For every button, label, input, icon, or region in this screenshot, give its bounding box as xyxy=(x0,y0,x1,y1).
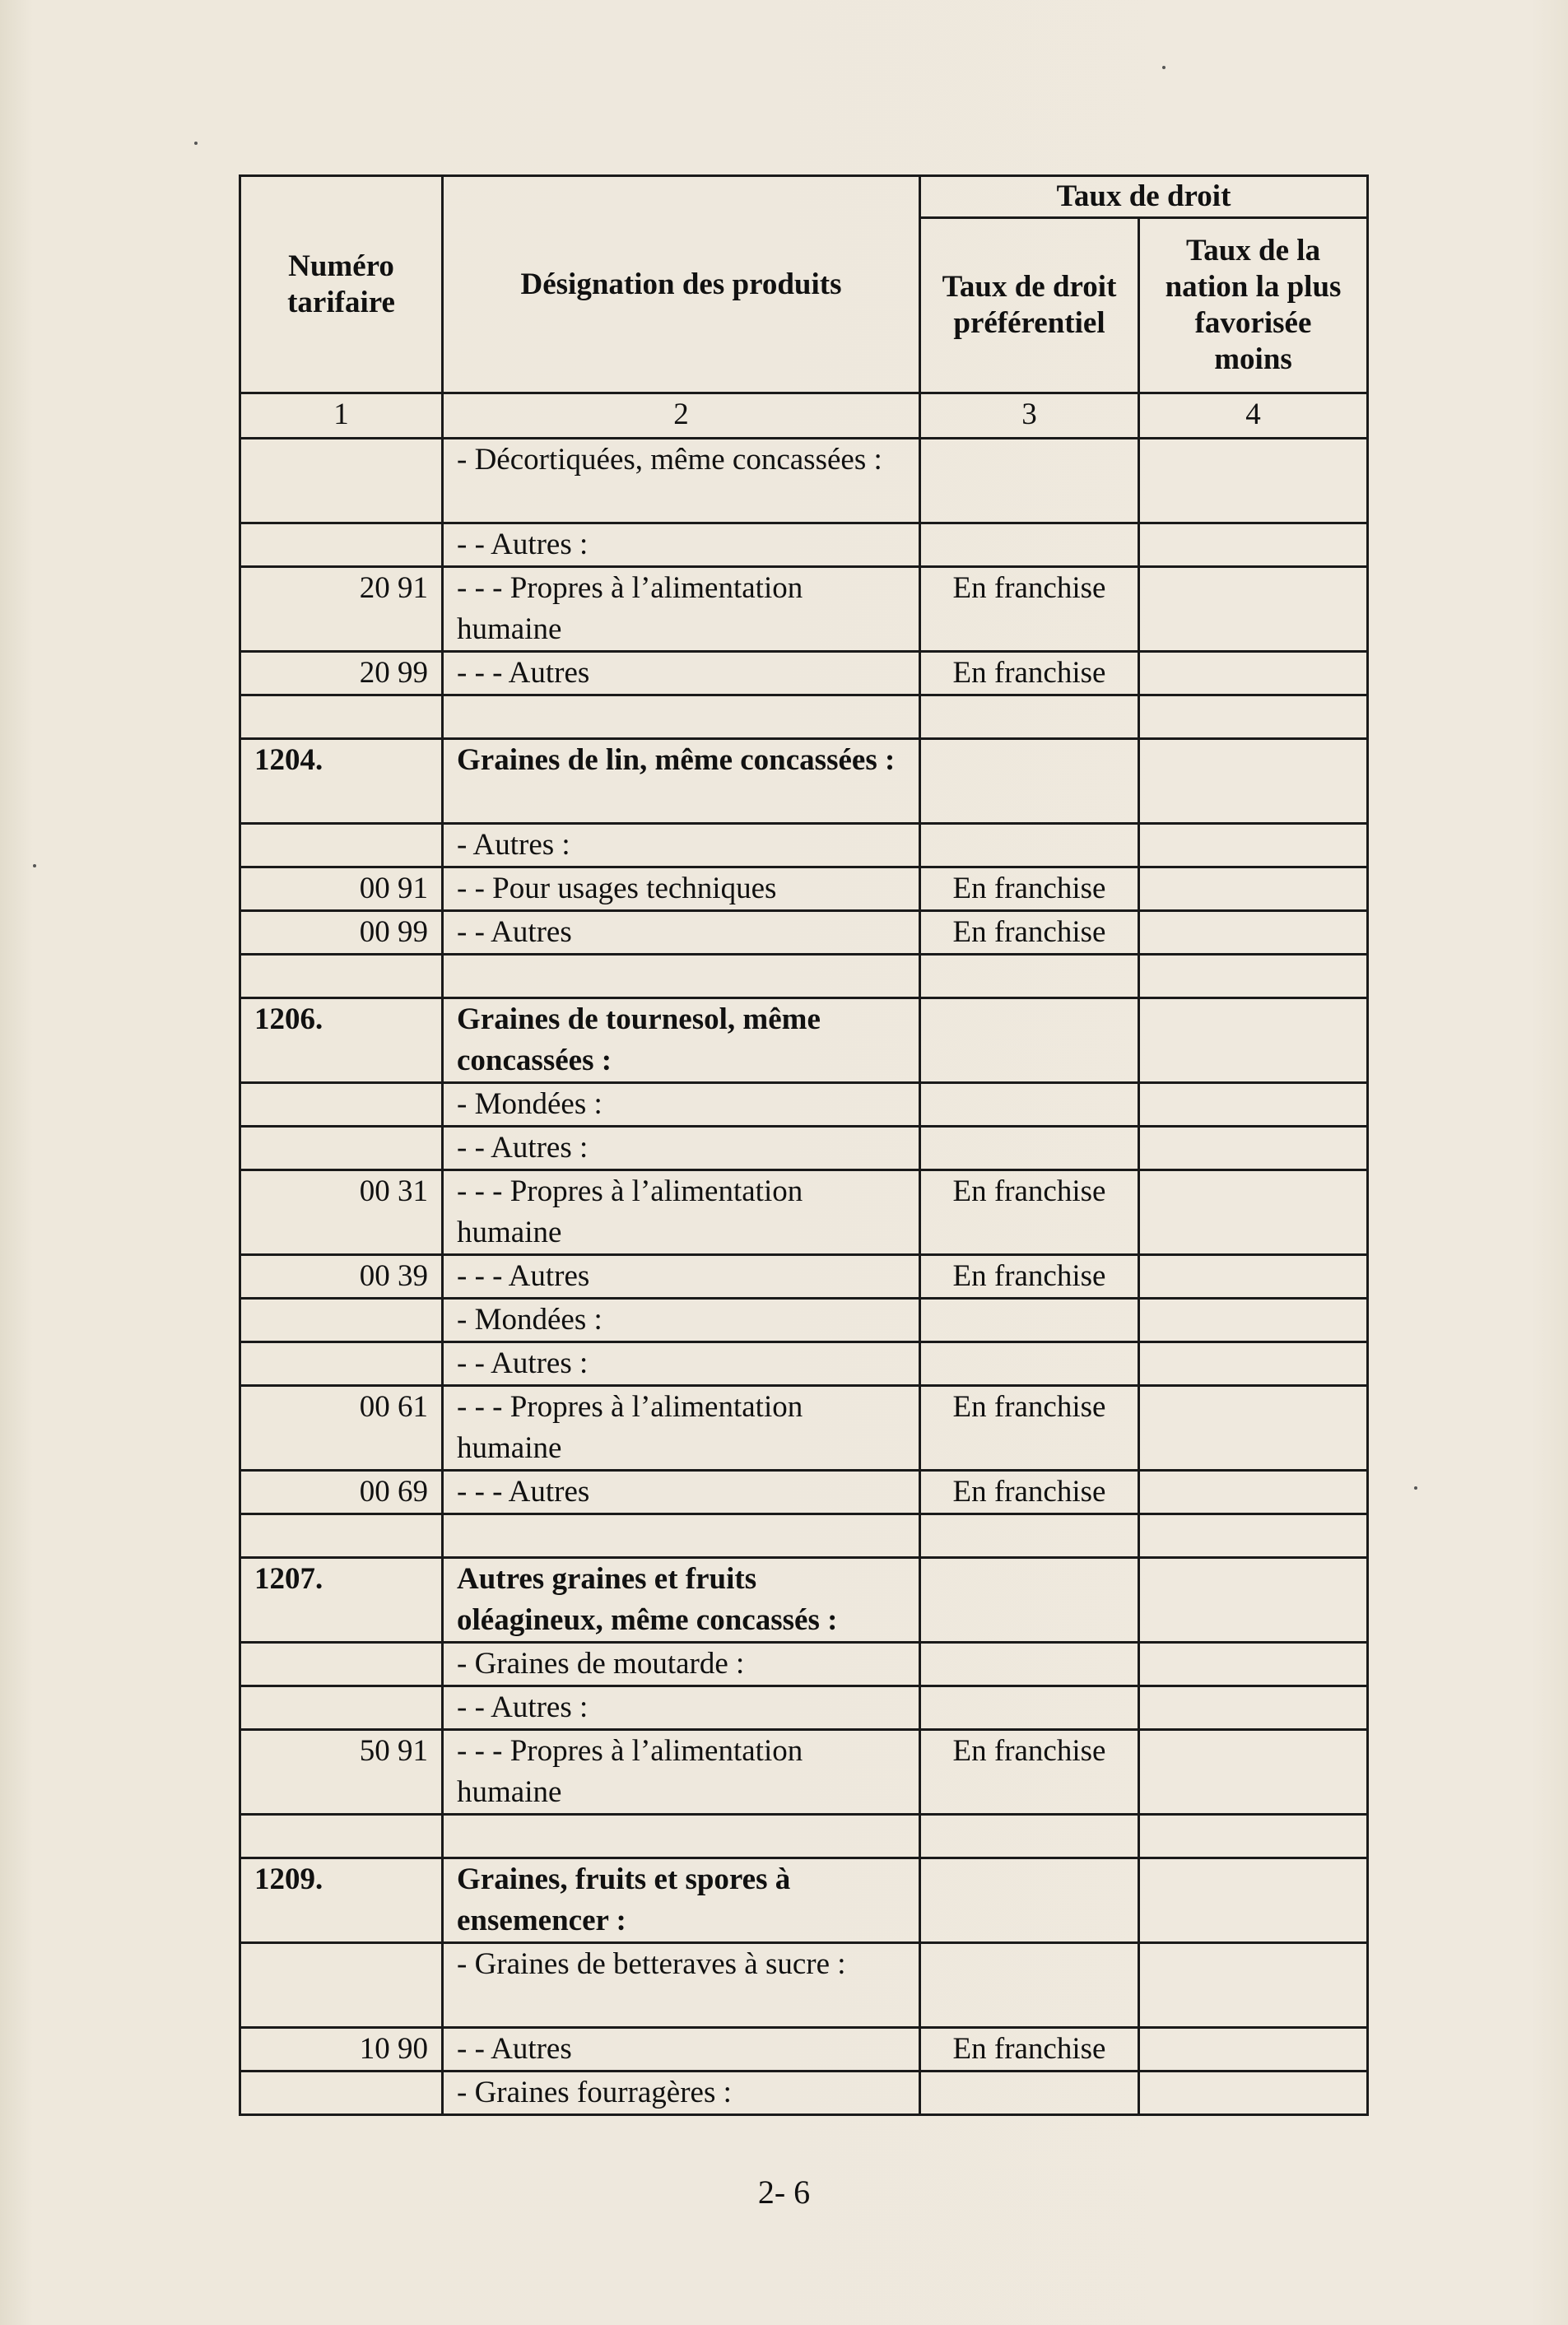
tariff-number-cell xyxy=(240,1514,443,1558)
preferential-rate-cell xyxy=(920,824,1139,867)
table-row xyxy=(240,523,1368,567)
preferential-rate-cell xyxy=(920,1943,1139,2028)
table-row xyxy=(240,2072,1368,2115)
table-row xyxy=(240,824,1368,867)
preferential-rate-cell xyxy=(920,1127,1139,1170)
tariff-number-cell xyxy=(240,439,443,523)
mfn-rate-cell xyxy=(1139,1170,1368,1255)
tariff-number-cell xyxy=(240,1943,443,2028)
table-row xyxy=(240,652,1368,695)
preferential-rate-cell xyxy=(920,1686,1139,1730)
preferential-rate-cell: En franchise xyxy=(920,867,1139,911)
product-designation-cell: - - Autres xyxy=(443,911,920,955)
mfn-rate-cell xyxy=(1139,1299,1368,1342)
mfn-rate-cell xyxy=(1139,1514,1368,1558)
product-designation-cell: - - - Propres à l’alimentation humaine xyxy=(443,1386,920,1471)
product-designation-cell: - Graines fourragères : xyxy=(443,2072,920,2115)
table-row xyxy=(240,1170,1368,1255)
table-row xyxy=(240,439,1368,523)
table-row xyxy=(240,1815,1368,1858)
preferential-rate-cell: En franchise xyxy=(920,2028,1139,2072)
dust-speck xyxy=(1414,1486,1417,1490)
preferential-rate-cell xyxy=(920,955,1139,998)
tariff-table xyxy=(239,174,1369,2116)
tariff-number-cell xyxy=(240,523,443,567)
tariff-number-cell xyxy=(240,1643,443,1686)
mfn-rate-cell xyxy=(1139,955,1368,998)
preferential-rate-cell xyxy=(920,2072,1139,2115)
table-row xyxy=(240,955,1368,998)
mfn-rate-cell xyxy=(1139,1127,1368,1170)
mfn-rate-cell xyxy=(1139,1858,1368,1943)
tariff-number-cell xyxy=(240,695,443,739)
table-row xyxy=(240,1858,1368,1943)
tariff-number-cell: 00 39 xyxy=(240,1255,443,1299)
mfn-rate-cell xyxy=(1139,567,1368,652)
preferential-rate-cell xyxy=(920,439,1139,523)
preferential-rate-cell xyxy=(920,739,1139,824)
product-designation-cell: - - Autres : xyxy=(443,1127,920,1170)
column-number: 1 xyxy=(240,393,443,439)
preferential-rate-cell xyxy=(920,1815,1139,1858)
mfn-rate-cell xyxy=(1139,739,1368,824)
mfn-rate-cell xyxy=(1139,695,1368,739)
preferential-rate-cell: En franchise xyxy=(920,652,1139,695)
product-designation-cell: - - - Autres xyxy=(443,1471,920,1514)
dust-speck xyxy=(194,142,198,145)
table-row xyxy=(240,911,1368,955)
product-designation-cell: Graines de lin, même concassées : xyxy=(443,739,920,824)
mfn-rate-cell xyxy=(1139,1815,1368,1858)
product-designation-cell: - - Autres xyxy=(443,2028,920,2072)
preferential-rate-cell xyxy=(920,1083,1139,1127)
mfn-rate-cell xyxy=(1139,523,1368,567)
mfn-rate-cell xyxy=(1139,652,1368,695)
tariff-number-cell xyxy=(240,1083,443,1127)
preferential-rate-cell xyxy=(920,523,1139,567)
tariff-number-cell xyxy=(240,1127,443,1170)
tariff-rows xyxy=(240,439,1368,2115)
mfn-rate-cell xyxy=(1139,1342,1368,1386)
preferential-rate-cell xyxy=(920,1342,1139,1386)
product-designation-cell: - - Autres : xyxy=(443,1686,920,1730)
mfn-rate-cell xyxy=(1139,1943,1368,2028)
product-designation-cell: Autres graines et fruits oléagineux, même concassés : xyxy=(443,1558,920,1643)
mfn-rate-cell xyxy=(1139,998,1368,1083)
table-row xyxy=(240,1386,1368,1471)
table-row xyxy=(240,739,1368,824)
tariff-number-cell: 00 69 xyxy=(240,1471,443,1514)
table-row xyxy=(240,1943,1368,2028)
tariff-number-cell xyxy=(240,955,443,998)
preferential-rate-cell: En franchise xyxy=(920,1730,1139,1815)
product-designation-cell: - - - Propres à l’alimentation humaine xyxy=(443,567,920,652)
tariff-number-cell: 50 91 xyxy=(240,1730,443,1815)
preferential-rate-cell: En franchise xyxy=(920,1471,1139,1514)
product-designation-cell: Graines de tournesol, même concassées : xyxy=(443,998,920,1083)
table-row xyxy=(240,1127,1368,1170)
tariff-number-cell: 1207. xyxy=(240,1558,443,1643)
table-row xyxy=(240,1558,1368,1643)
table-row xyxy=(240,695,1368,739)
preferential-rate-cell xyxy=(920,1643,1139,1686)
mfn-rate-cell xyxy=(1139,1643,1368,1686)
tariff-number-cell xyxy=(240,1299,443,1342)
tariff-number-cell: 1204. xyxy=(240,739,443,824)
table-row xyxy=(240,1083,1368,1127)
preferential-rate-cell xyxy=(920,1858,1139,1943)
mfn-rate-cell xyxy=(1139,1471,1368,1514)
table-row xyxy=(240,1730,1368,1815)
preferential-rate-cell xyxy=(920,1514,1139,1558)
product-designation-cell xyxy=(443,955,920,998)
mfn-rate-cell xyxy=(1139,1083,1368,1127)
mfn-rate-cell xyxy=(1139,867,1368,911)
tariff-number-cell: 20 91 xyxy=(240,567,443,652)
column-number: 2 xyxy=(443,393,920,439)
column-number: 4 xyxy=(1139,393,1368,439)
preferential-rate-cell xyxy=(920,998,1139,1083)
preferential-rate-cell: En franchise xyxy=(920,1386,1139,1471)
tariff-number-cell xyxy=(240,2072,443,2115)
tariff-number-cell: 00 99 xyxy=(240,911,443,955)
product-designation-cell: - - - Autres xyxy=(443,652,920,695)
product-designation-cell xyxy=(443,1815,920,1858)
product-designation-cell: - Autres : xyxy=(443,824,920,867)
tariff-number-cell: 00 31 xyxy=(240,1170,443,1255)
mfn-rate-cell xyxy=(1139,2028,1368,2072)
tariff-number-cell: 1206. xyxy=(240,998,443,1083)
product-designation-cell: - - Autres : xyxy=(443,523,920,567)
product-designation-cell: - - Autres : xyxy=(443,1342,920,1386)
preferential-rate-cell: En franchise xyxy=(920,567,1139,652)
tariff-number-cell xyxy=(240,1815,443,1858)
preferential-rate-cell xyxy=(920,695,1139,739)
page-number: 2- 6 xyxy=(757,2174,811,2211)
table-row xyxy=(240,1471,1368,1514)
header-rate-group: Taux de droit xyxy=(920,176,1368,218)
table-row xyxy=(240,1643,1368,1686)
product-designation-cell: - Graines de moutarde : xyxy=(443,1643,920,1686)
mfn-rate-cell xyxy=(1139,2072,1368,2115)
product-designation-cell xyxy=(443,1514,920,1558)
product-designation-cell: - Mondées : xyxy=(443,1083,920,1127)
header-tariff-number: Numéro tarifaire xyxy=(240,176,443,393)
table-row xyxy=(240,1342,1368,1386)
product-designation-cell: - Graines de betteraves à sucre : xyxy=(443,1943,920,2028)
product-designation-cell: - - Pour usages techniques xyxy=(443,867,920,911)
column-number: 3 xyxy=(920,393,1139,439)
table-row xyxy=(240,867,1368,911)
tariff-number-cell: 10 90 xyxy=(240,2028,443,2072)
tariff-number-cell: 1209. xyxy=(240,1858,443,1943)
mfn-rate-cell xyxy=(1139,1730,1368,1815)
mfn-rate-cell xyxy=(1139,824,1368,867)
tariff-number-cell xyxy=(240,1342,443,1386)
mfn-rate-cell xyxy=(1139,439,1368,523)
product-designation-cell: Graines, fruits et spores à ensemencer : xyxy=(443,1858,920,1943)
table-row xyxy=(240,567,1368,652)
dust-speck xyxy=(1162,66,1166,69)
product-designation-cell xyxy=(443,695,920,739)
dust-speck xyxy=(33,864,36,867)
mfn-rate-cell xyxy=(1139,1686,1368,1730)
table-row xyxy=(240,1255,1368,1299)
product-designation-cell: - Décortiquées, même concassées : xyxy=(443,439,920,523)
preferential-rate-cell: En franchise xyxy=(920,1170,1139,1255)
preferential-rate-cell: En franchise xyxy=(920,1255,1139,1299)
mfn-rate-cell xyxy=(1139,911,1368,955)
mfn-rate-cell xyxy=(1139,1386,1368,1471)
product-designation-cell: - - - Propres à l’alimentation humaine xyxy=(443,1730,920,1815)
table-row xyxy=(240,2028,1368,2072)
preferential-rate-cell: En franchise xyxy=(920,911,1139,955)
tariff-number-cell: 20 99 xyxy=(240,652,443,695)
tariff-number-cell: 00 61 xyxy=(240,1386,443,1471)
preferential-rate-cell xyxy=(920,1299,1139,1342)
header-preferential-rate: Taux de droit préférentiel xyxy=(920,218,1139,393)
product-designation-cell: - - - Propres à l’alimentation humaine xyxy=(443,1170,920,1255)
header-product-designation: Désignation des produits xyxy=(443,176,920,393)
table-row xyxy=(240,998,1368,1083)
mfn-rate-cell xyxy=(1139,1558,1368,1643)
tariff-number-cell: 00 91 xyxy=(240,867,443,911)
mfn-rate-cell xyxy=(1139,1255,1368,1299)
tariff-number-cell xyxy=(240,1686,443,1730)
table-row xyxy=(240,1686,1368,1730)
table-row xyxy=(240,1514,1368,1558)
product-designation-cell: - Mondées : xyxy=(443,1299,920,1342)
table-row xyxy=(240,1299,1368,1342)
product-designation-cell: - - - Autres xyxy=(443,1255,920,1299)
preferential-rate-cell xyxy=(920,1558,1139,1643)
tariff-number-cell xyxy=(240,824,443,867)
header-mfn-rate: Taux de la nation la plus favorisée moins xyxy=(1139,218,1368,393)
